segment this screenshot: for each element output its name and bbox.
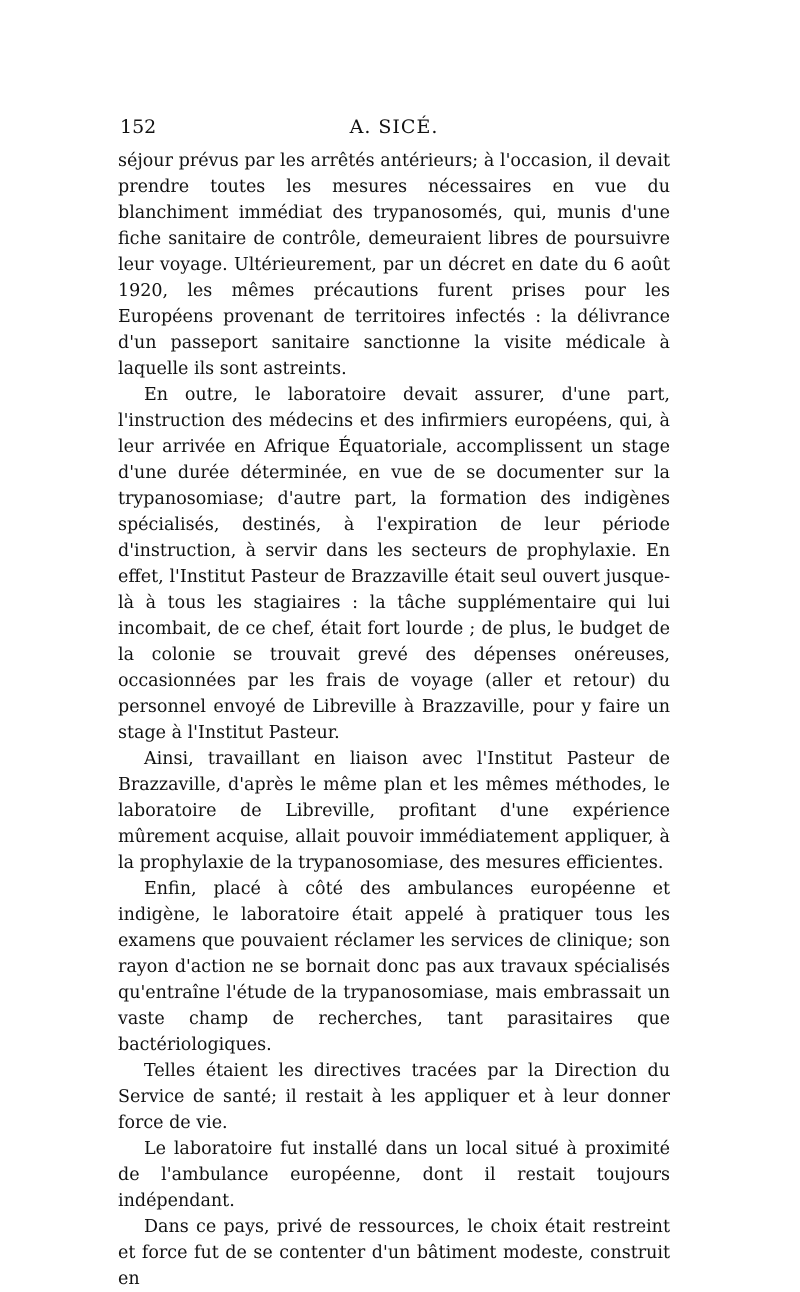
paragraph-directives: Telles étaient les directives tracées par la Direction du Service de santé; il restait à les appliquer et à leur donner force de vie. — [118, 1061, 670, 1133]
paragraph-instruction: En outre, le laboratoire devait assurer, d'une part, l'instruction des médecins et des infirmiers européens, qui, à leur arrivée en Afrique Équatoriale, accomplissent un stage d'une durée déterminée, en vue de se documenter sur la trypanosomiase; d'autre part, la formation des indigènes spécialisés, destinés, à l'expiration de leur période d'instruction, à servir dans les secteurs de prophylaxie. En effet, l'Institut Pasteur de Brazzaville était seul ouvert jusque-là à tous les stagiaires : la tâche supplémentaire qui lui incombait, de ce chef, était fort lourde ; de plus, le budget de la colonie se trouvait grevé des dépenses onéreuses, occasionnées par les frais de voyage (aller et retour) du personnel envoyé de Libreville à Brazzaville, pour y faire un stage à l'Institut Pasteur. — [118, 385, 670, 743]
body-text — [118, 148, 670, 1292]
book-page — [118, 112, 670, 1292]
paragraph-installation: Le laboratoire fut installé dans un local situé à proximité de l'ambulance européenne, dont il restait toujours indépendant. — [118, 1139, 670, 1211]
running-title: A. SICÉ. — [349, 116, 439, 138]
paragraph-building: Dans ce pays, privé de ressources, le choix était restreint et force fut de se contenter d'un bâtiment modeste, construit en — [118, 1217, 670, 1289]
paragraph-liaison: Ainsi, travaillant en liaison avec l'Institut Pasteur de Brazzaville, d'après le même plan et les mêmes méthodes, le laboratoire de Libreville, profitant d'une expérience mûrement acquise, allait pouvoir immédiatement appliquer, à la prophylaxie de la trypanosomiase, des mesures efficientes. — [118, 749, 670, 873]
running-head — [118, 112, 670, 142]
paragraph-ambulances: Enfin, placé à côté des ambulances européenne et indigène, le laboratoire était appelé à pratiquer tous les examens que pouvaient réclamer les services de clinique; son rayon d'action ne se bornait donc pas aux travaux spécialisés qu'entraîne l'étude de la trypanosomiase, mais embrassait un vaste champ de recherches, tant parasitaires que bactériologiques. — [118, 879, 670, 1055]
paragraph-continued: séjour prévus par les arrêtés antérieurs; à l'occasion, il devait prendre toutes les mesures nécessaires en vue du blanchiment immédiat des trypanosomés, qui, munis d'une fiche sanitaire de contrôle, demeuraient libres de poursuivre leur voyage. Ultérieurement, par un décret en date du 6 août 1920, les mêmes précautions furent prises pour les Européens provenant de territoires infectés : la délivrance d'un passeport sanitaire sanctionne la visite médicale à laquelle ils sont astreints. — [118, 151, 670, 379]
page-number: 152 — [120, 116, 157, 138]
